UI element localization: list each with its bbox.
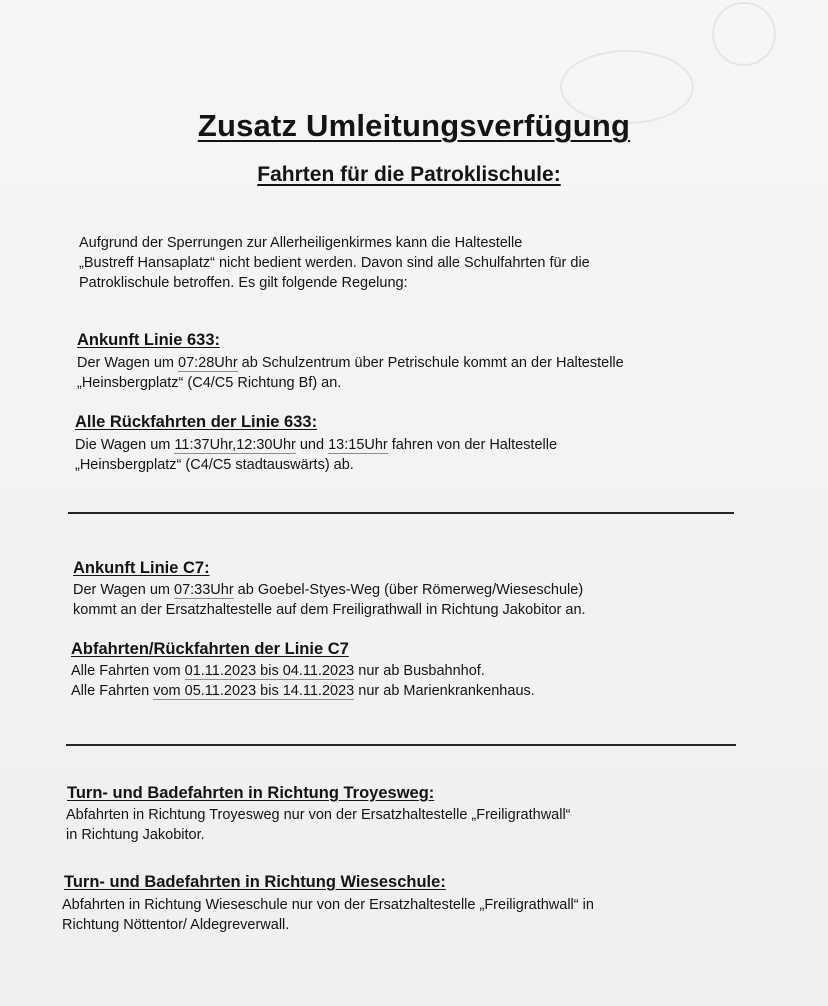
divider-line bbox=[66, 744, 736, 746]
body-text: Die Wagen um bbox=[75, 437, 175, 453]
departure-times: 11:37Uhr,12:30Uhr bbox=[174, 437, 296, 453]
section-heading-wieseschule: Turn- und Badefahrten in Richtung Wieseschule: bbox=[64, 873, 446, 891]
intro-line: Patroklischule betroffen. Es gilt folgende Regelung: bbox=[79, 275, 408, 291]
body-text: Der Wagen um bbox=[73, 582, 174, 598]
section-heading-rueckfahrten-633: Alle Rückfahrten der Linie 633: bbox=[75, 413, 318, 431]
document-subtitle: Fahrten für die Patroklischule: bbox=[257, 163, 561, 186]
departure-time: 07:28Uhr bbox=[178, 355, 238, 371]
body-text: Alle Fahrten vom bbox=[71, 663, 185, 679]
body-text: Richtung Nöttentor/ Aldegreverwall. bbox=[62, 917, 290, 933]
section-body-troyesweg bbox=[66, 805, 571, 845]
body-text: Alle Fahrten bbox=[71, 683, 154, 699]
bleed-through-stamp bbox=[712, 2, 776, 66]
body-text: Abfahrten in Richtung Wieseschule nur von der Ersatzhaltestelle „Freiligrathwall“ in bbox=[62, 897, 594, 913]
body-text: „Heinsbergplatz“ (C4/C5 stadtauswärts) ab. bbox=[75, 457, 354, 473]
intro-line: Aufgrund der Sperrungen zur Allerheiligenkirmes kann die Haltestelle bbox=[79, 235, 523, 251]
body-text: Abfahrten in Richtung Troyesweg nur von der Ersatzhaltestelle „Freiligrathwall“ bbox=[66, 807, 571, 823]
departure-time: 07:33Uhr bbox=[174, 582, 234, 598]
section-heading-abfahrten-c7: Abfahrten/Rückfahrten der Linie C7 bbox=[71, 640, 349, 658]
section-body-wieseschule bbox=[62, 895, 594, 935]
section-heading-troyesweg: Turn- und Badefahrten in Richtung Troyesweg: bbox=[67, 784, 435, 802]
divider-line bbox=[68, 512, 734, 514]
intro-line: „Bustreff Hansaplatz“ nicht bedient werden. Davon sind alle Schulfahrten für die bbox=[79, 255, 590, 271]
body-text: ab Schulzentrum über Petrischule kommt an der Haltestelle bbox=[237, 355, 624, 371]
section-heading-ankunft-c7: Ankunft Linie C7: bbox=[73, 559, 210, 577]
section-body-ankunft-633 bbox=[77, 353, 624, 393]
date-range: vom 05.11.2023 bis 14.11.2023 bbox=[153, 683, 355, 699]
document-title: Zusatz Umleitungsverfügung bbox=[197, 108, 631, 143]
section-heading-ankunft-633: Ankunft Linie 633: bbox=[77, 331, 221, 349]
body-text: nur ab Busbahnhof. bbox=[354, 663, 485, 679]
intro-paragraph bbox=[79, 233, 590, 293]
section-body-abfahrten-c7 bbox=[71, 661, 535, 701]
section-body-rueckfahrten-633 bbox=[75, 435, 557, 475]
body-text: kommt an der Ersatzhaltestelle auf dem Freiligrathwall in Richtung Jakobitor an. bbox=[73, 602, 586, 618]
body-text: und bbox=[295, 437, 329, 453]
body-text: ab Goebel-Styes-Weg (über Römerweg/Wieseschule) bbox=[233, 582, 584, 598]
body-text: nur ab Marienkrankenhaus. bbox=[354, 683, 535, 699]
date-range: 01.11.2023 bis 04.11.2023 bbox=[184, 663, 355, 679]
body-text: „Heinsbergplatz“ (C4/C5 Richtung Bf) an. bbox=[77, 375, 342, 391]
departure-time: 13:15Uhr bbox=[328, 437, 388, 453]
body-text: fahren von der Haltestelle bbox=[387, 437, 558, 453]
body-text: in Richtung Jakobitor. bbox=[66, 827, 205, 843]
section-body-ankunft-c7 bbox=[73, 580, 586, 620]
body-text: Der Wagen um bbox=[77, 355, 178, 371]
